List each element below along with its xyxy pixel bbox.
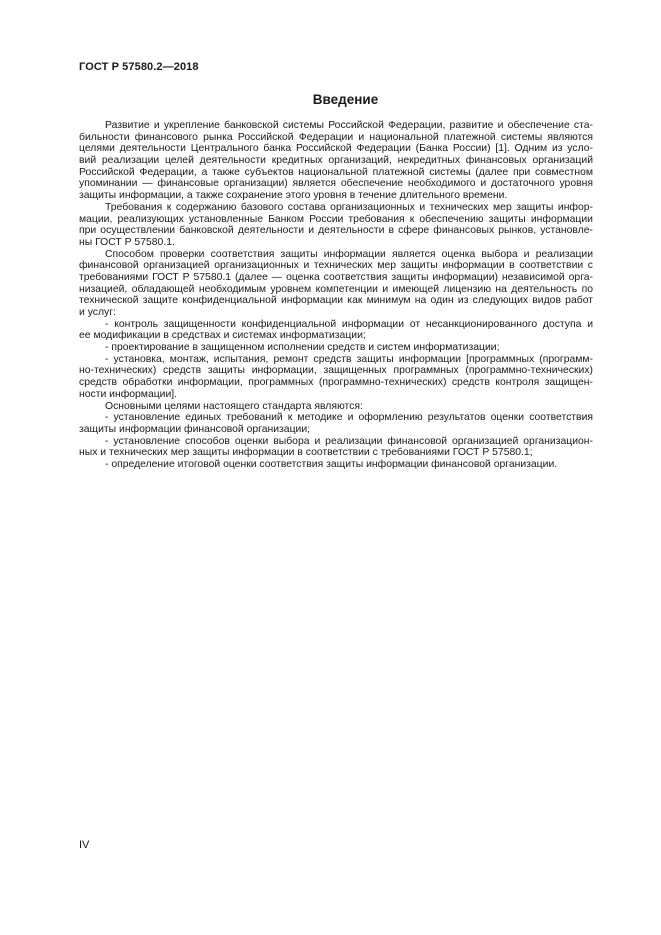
text-line: целями деятельности Центрального банка Российской Федерации (Банка России) [1]. Одним из усло- (79, 143, 593, 155)
text-line: ных и технических мер защиты информации в соответствии с требованиями ГОСТ Р 57580.1; (79, 447, 533, 459)
text-line: защиты информации, а также сохранение этого уровня в течение длительного времени. (79, 190, 508, 202)
text-line: ее модификации в средствах и системах информатизации; (79, 330, 366, 342)
text-line: ны ГОСТ Р 57580.1. (79, 236, 175, 248)
text-line: - установка, монтаж, испытания, ремонт средств защиты информации [программных (программ- (105, 353, 593, 365)
text-line: защиты информации финансовой организации; (79, 423, 311, 435)
text-line: вий реализации целей деятельности кредитных организаций, некредитных финансовых организаций (79, 155, 593, 167)
body-text (79, 120, 593, 471)
page-number: IV (79, 839, 90, 851)
text-line: - контроль защищенности конфиденциальной информации от несанкционированного доступа и (105, 318, 593, 330)
text-line: Развитие и укрепление банковской системы Российской Федерации, развитие и обеспечение ста- (105, 120, 593, 131)
text-line: и услуг: (79, 307, 116, 318)
text-line: Российской Федерации, а также субъектов национальной платежной системы (далее при совместном (79, 166, 593, 178)
document-code: ГОСТ Р 57580.2—2018 (79, 61, 199, 73)
section-title: Введение (312, 92, 379, 107)
text-line: - определение итоговой оценки соответствия защиты информации финансовой организации. (105, 458, 558, 470)
text-line: Способом проверки соответствия защиты информации является оценка выбора и реализации (105, 248, 593, 260)
text-line: Основными целями настоящего стандарта являются: (105, 400, 363, 412)
text-line: - установление единых требований к методике и оформлению результатов оценки соответствия (105, 412, 593, 424)
text-line: финансовой организацией организационных и технических мер защиты информации в соответствии с (79, 260, 593, 272)
text-line: средств обработки информации, программных (программно-технических) средств контроля защищен- (79, 377, 593, 389)
text-line: но-технических) средств защиты информации, защищенных программных (программно-технических) (79, 365, 593, 377)
text-line: при осуществлении банковской деятельности и деятельности в сфере финансовых рынков, установле- (79, 225, 593, 237)
text-line: ности информации]. (79, 388, 178, 400)
text-line: требованиями ГОСТ Р 57580.1 (далее — оценка соответствия защиты информации) независимой орга- (79, 271, 593, 283)
text-line: - установление способов оценки выбора и реализации финансовой организацией организацион- (105, 435, 593, 447)
text-line: бильности финансового рынка Российской Федерации и национальной платежной системы являются (79, 131, 593, 143)
text-line: технической защите конфиденциальной информации как минимум на один из следующих видов работ (79, 295, 593, 307)
text-line: Требования к содержанию базового состава организационных и технических мер защиты инфор- (105, 201, 593, 213)
text-line: упоминании — финансовые организации) является обеспечение необходимого и достаточного уровня (79, 178, 593, 190)
text-line: низацией, обладающей необходимым уровнем компетенции и имеющей лицензию на деятельность по (79, 283, 593, 295)
text-line: - проектирование в защищенном исполнении средств и систем информатизации; (105, 342, 500, 354)
text-line: мации, реализующих установленные Банком России требования к обеспечению защиты информации (79, 213, 593, 225)
